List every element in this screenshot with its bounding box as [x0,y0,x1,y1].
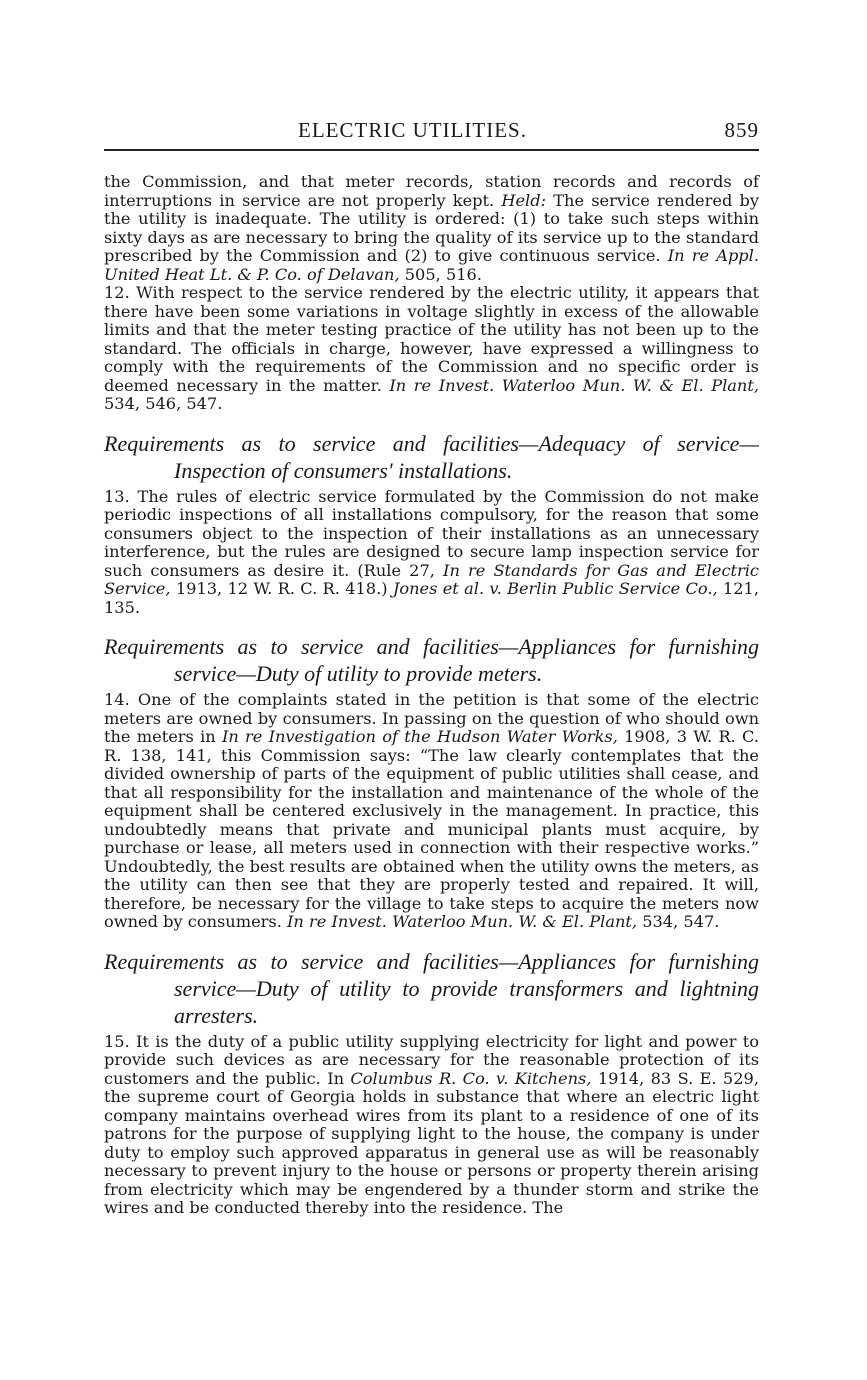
text-run: 12. With respect to the service rendered by the electric utility, it appears that there have been some variations in voltage slightly in excess of the allowable limits and that the meter testing practice of the utility has not been up to the standard. The officials in charge, however, have expressed a willingness to comply with the requirements of the Commission and no specific order is deemed necessary in the matter. [104,283,759,395]
section-heading: Requirements as to service and facilities—Adequacy of service—Inspection of consumers' installations. [104,430,759,483]
paragraph [104,691,759,932]
body-text [104,173,759,1218]
citation-italic: In re Investigation of the Hudson Water Works, [221,727,618,746]
citation-italic: Columbus R. Co. v. Kitchens, [350,1068,592,1088]
text-run: 13. The rules of electric service formulated by the Commission do not make periodic inspections of all installations compulsory, for the reason that some consumers object to the inspection of their installations as an unnecessary interference, but the rules are designed to secure lamp inspection service for such consumers as desire it. (Rule 27, [104,486,759,580]
paragraph [104,488,759,618]
citation-italic: In re Standards for Gas and Electric Service, [104,560,759,598]
text-run: 1913, 12 W. R. C. R. 418.) [170,579,393,598]
text-run: 14. One of the complaints stated in the petition is that some of the electric meters are owned by consumers. In passing on the question of who should own the meters in [104,690,759,746]
citation-italic: In re Invest. Waterloo Mun. W. & El. Plant, [389,375,760,395]
citation-italic: Jones et al. v. Berlin Public Service Co., [392,579,718,598]
text-run: 1914, 83 S. E. 529, the supreme court of Georgia holds in substance that where an electric light company maintains overhead wires from its plant to a residence of one of its patrons for the purpose of supplying light to the house, the company is under duty to employ such approved apparatus in general use as will be reasonably necessary to prevent injury to the house or persons or property therein arising from electricity which may be engendered by a thunder storm and strike the wires and be conducted thereby into the residence. The [104,1068,759,1217]
citation-italic: In re Appl. United Heat Lt. & P. Co. of Delavan, [104,246,759,284]
page [104,118,759,1218]
text-run: 505, 516. [399,264,482,284]
citation-italic: In re Invest. Waterloo Mun. W. & El. Plant, [287,912,638,931]
text-run: 534, 547. [637,912,720,931]
running-head-title: ELECTRIC UTILITIES. [298,118,527,142]
text-run: 534, 546, 547. [104,394,223,413]
text-run: the Commission, and that meter records, station records and records of interruptions in service are not properly kept. [104,172,759,210]
paragraph [104,173,759,284]
text-run: 121, 135. [104,579,759,617]
text-run: 1908, 3 W. R. C. R. 138, 141, this Commission says: “The law clearly contemplates that the divided ownership of parts of the equipment of public utilities shall cease, and that all responsibility for the installation and maintenance of the whole of the equipment shall be centered exclusively in the management. In practice, this undoubtedly means that private and municipal plants must acquire, by purchase or lease, all meters used in connection with their respective works.” Undoubtedly, the best results are obtained when the utility owns the meters, as the utility can then see that they are properly tested and repaired. It will, therefore, be necessary for the village to take steps to acquire the meters now owned by consumers. [104,727,759,931]
section-heading: Requirements as to service and facilities—Appliances for furnishing service—Duty of utility to provide meters. [104,634,759,686]
paragraph [104,284,759,414]
text-run: 15. It is the duty of a public utility supplying electricity for light and power to provide such devices as are necessary for the reasonable protection of its customers and the public. In [104,1031,759,1088]
paragraph [104,1033,759,1218]
page-number: 859 [724,118,759,142]
header-rule [104,149,759,151]
section-heading: Requirements as to service and facilities—Appliances for furnishing service—Duty of utility to provide transformers and lightning arresters. [104,948,759,1028]
text-run: The service rendered by the utility is inadequate. The utility is ordered: (1) to take such steps within sixty days as are necessary to bring the quality of its service up to the standard prescribed by the Commission and (2) to give continuous service. [104,190,759,265]
citation-italic: Held: [501,190,547,210]
running-head [104,118,759,143]
